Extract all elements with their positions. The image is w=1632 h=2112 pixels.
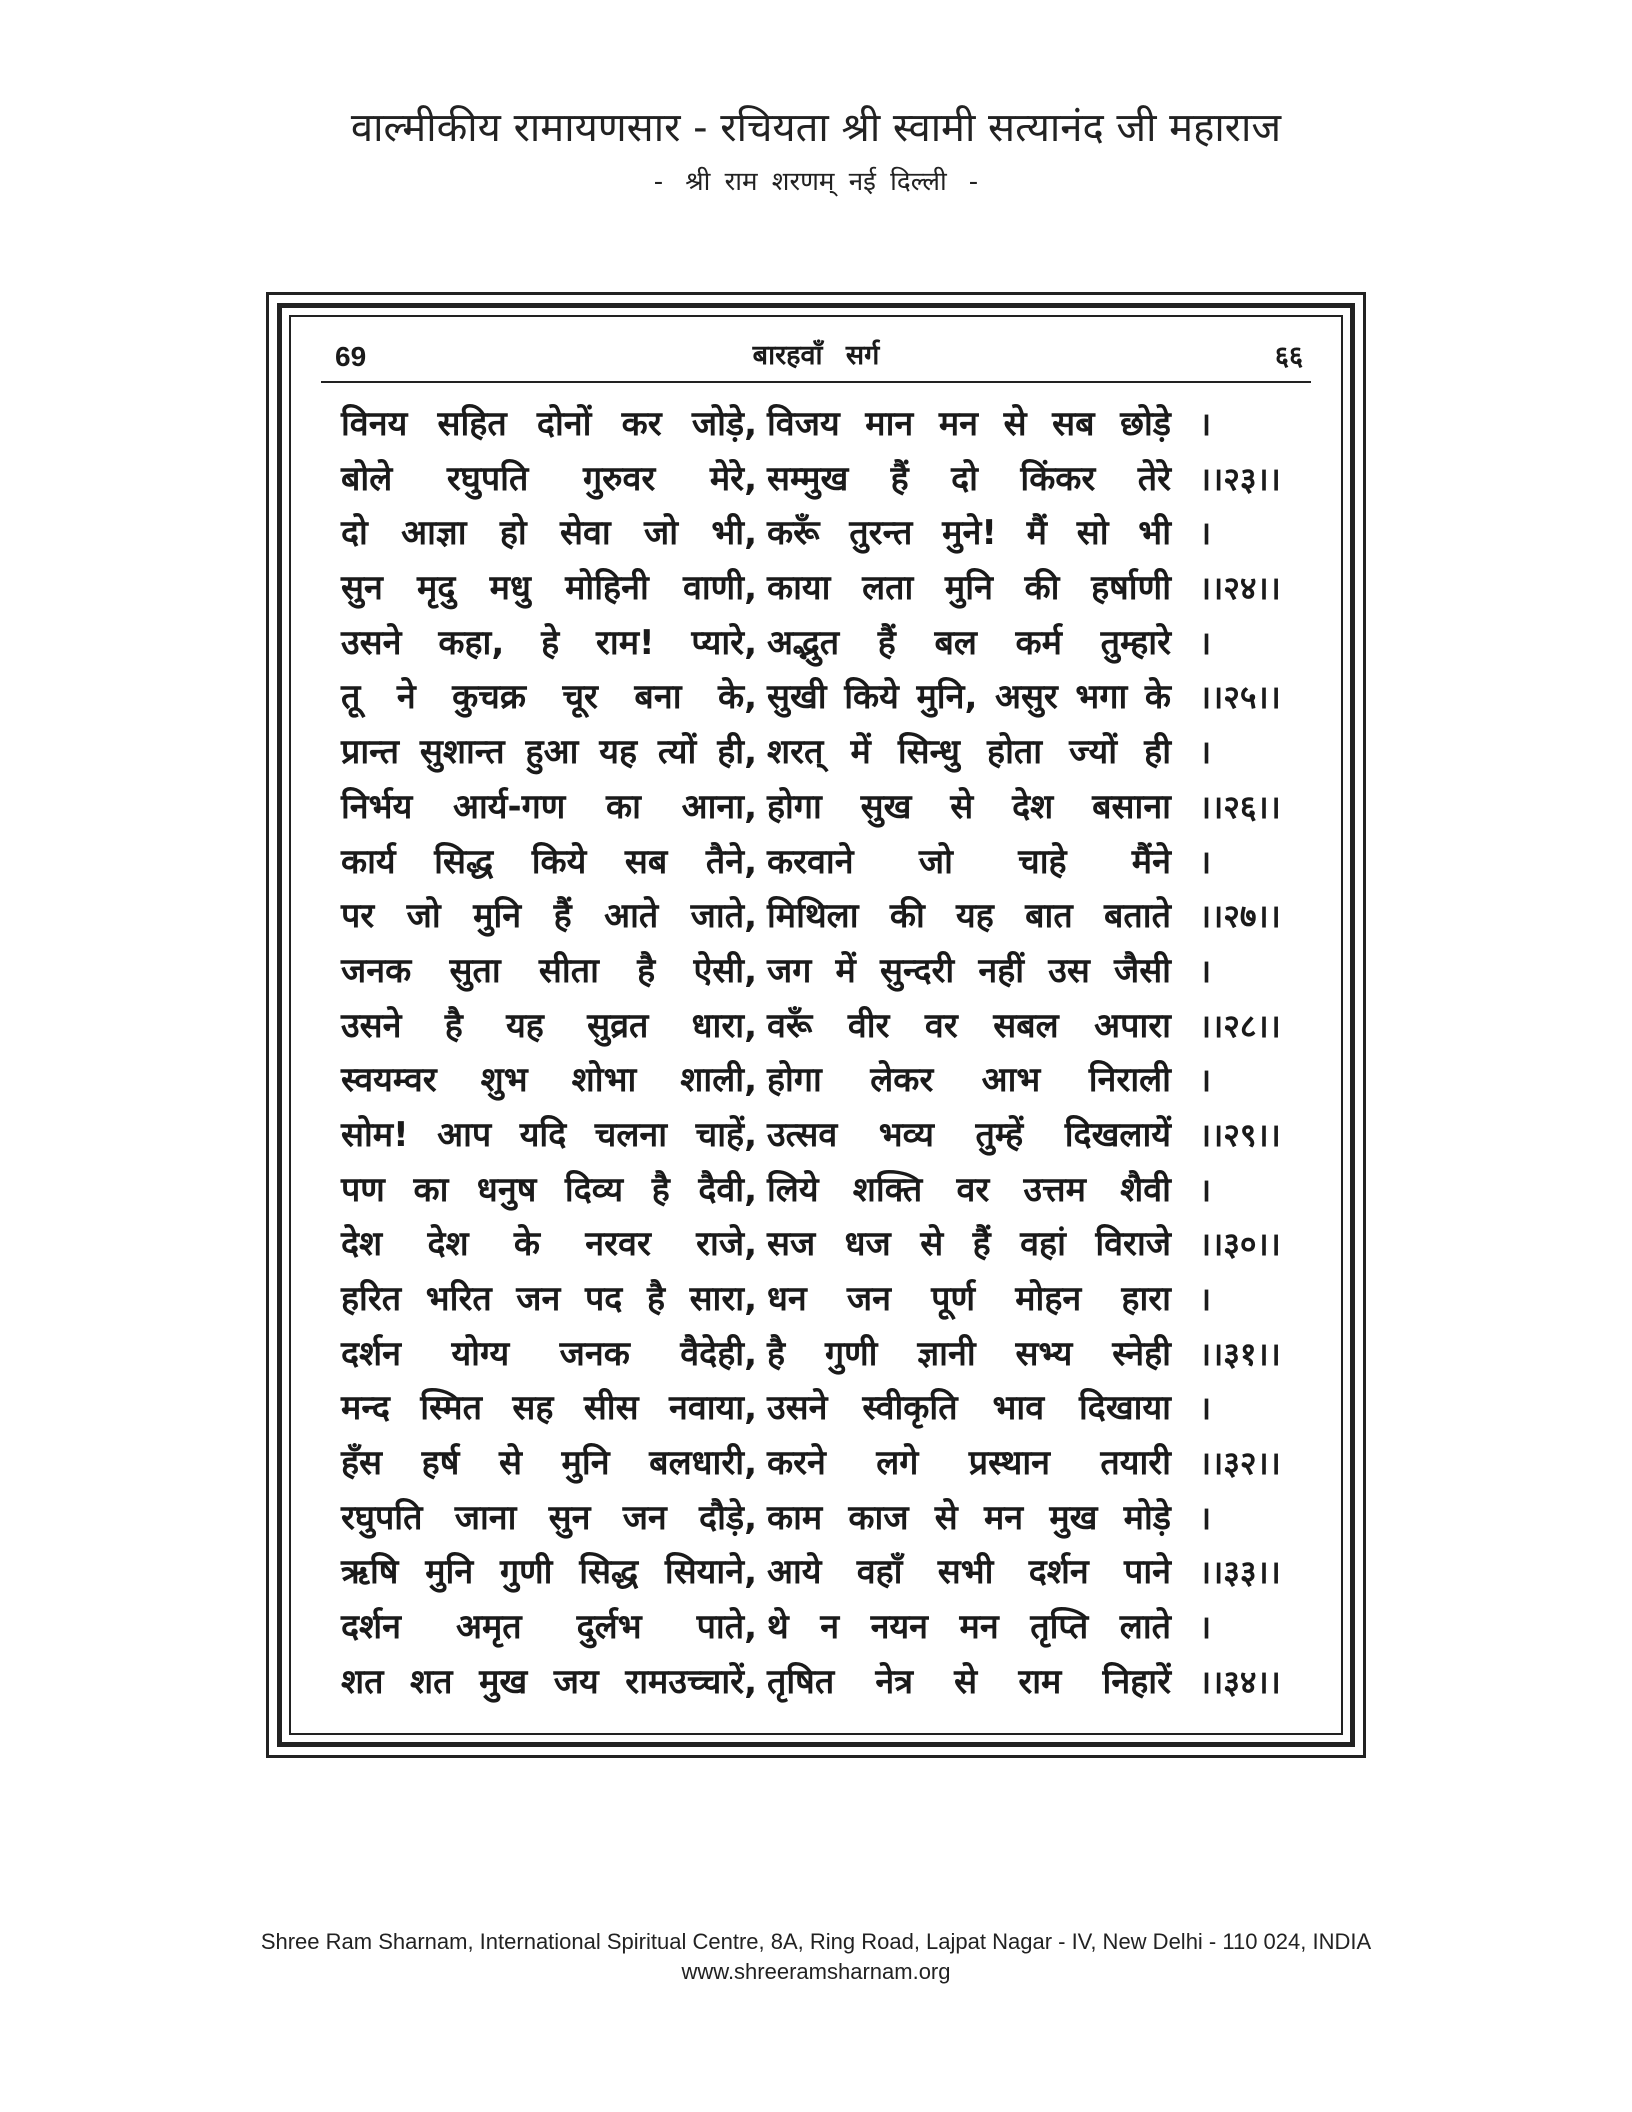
verse-second-half: है गुणी ज्ञानी सभ्य स्नेही — [767, 1333, 1171, 1374]
page-frame — [266, 292, 1366, 1758]
verse-number-mark: ।।२७।। — [1199, 897, 1281, 936]
verse-first-half: विनय सहित दोनों कर जोड़े, — [341, 404, 757, 444]
document-subtitle — [0, 162, 1632, 202]
verse-second-half: होगा लेकर आभ निराली — [767, 1060, 1171, 1101]
verse-row — [341, 1163, 1341, 1218]
verse-number-mark: । — [1199, 1061, 1212, 1100]
verse-first-half: जनक सुता सीता है ऐसी, — [341, 950, 757, 991]
verse-row — [341, 780, 1341, 835]
verse-first-half: तू ने कुचक्र चूर बना के, — [341, 677, 757, 718]
verse-row — [341, 1436, 1341, 1491]
verse-row — [341, 670, 1341, 725]
verse-second-half: सज धज से हैं वहां विराजे — [767, 1224, 1171, 1265]
verse-first-half: देश देश के नरवर राजे, — [341, 1224, 757, 1265]
verse-number-mark: । — [1199, 951, 1212, 990]
verse-row — [341, 506, 1341, 561]
verse-second-half: करूँ तुरन्त मुने! मैं सो भी — [767, 513, 1171, 554]
verse-second-half: उत्सव भव्य तुम्हें दिखलायें — [767, 1114, 1171, 1155]
verse-second-half: अद्भुत हैं बल कर्म तुम्हारे — [767, 622, 1171, 663]
verse-number-mark: ।।३०।। — [1199, 1225, 1281, 1264]
verse-second-half: तृषित नेत्र से राम निहारें — [767, 1661, 1171, 1702]
verse-second-half: करने लगे प्रस्थान तयारी — [767, 1443, 1171, 1484]
verse-row — [341, 889, 1341, 944]
verse-number-mark: । — [1199, 733, 1212, 772]
verse-row — [341, 1108, 1341, 1163]
verse-first-half: निर्भय आर्य-गण का आना, — [341, 786, 757, 827]
subtitle-dash-right: - — [968, 167, 979, 197]
verse-row — [341, 1272, 1341, 1327]
verse-row — [341, 1217, 1341, 1272]
verse-second-half: करवाने जो चाहे मैंने — [767, 841, 1171, 882]
verse-row — [341, 999, 1341, 1054]
verse-row — [341, 1327, 1341, 1382]
chapter-title: बारहवाँ सर्ग — [752, 340, 880, 371]
verse-number-mark: ।।२८।। — [1199, 1006, 1281, 1045]
verse-first-half: मन्द स्मित सह सीस नवाया, — [341, 1388, 757, 1429]
verse-second-half: मिथिला की यह बात बताते — [767, 896, 1171, 937]
verse-second-half: काया लता मुनि की हर्षाणी — [767, 568, 1171, 609]
verse-number-mark: ।।२४।। — [1199, 569, 1281, 608]
verse-row — [341, 397, 1341, 452]
verse-first-half: प्रान्त सुशान्त हुआ यह त्यों ही, — [341, 732, 757, 773]
verse-first-half: बोले रघुपति गुरुवर मेरे, — [341, 458, 757, 499]
footer-address: Shree Ram Sharnam, International Spiritual Centre, 8A, Ring Road, Lajpat Nagar - IV, New Delhi - 110 024, INDIA — [260, 1929, 1372, 1954]
verse-second-half: धन जन पूर्ण मोहन हारा — [767, 1279, 1171, 1319]
verse-first-half: शत शत मुख जय रामउच्चारें, — [341, 1661, 757, 1702]
verse-first-half: उसने कहा, हे राम! प्यारे, — [341, 622, 757, 663]
verse-second-half: लिये शक्ति वर उत्तम शैवी — [767, 1169, 1171, 1210]
verse-second-half: विजय मान मन से सब छोड़े — [767, 404, 1171, 444]
verse-row — [341, 1491, 1341, 1546]
verse-number-mark: । — [1199, 1389, 1212, 1428]
verse-number-mark: । — [1199, 405, 1212, 443]
verse-number-mark: ।।२३।। — [1199, 459, 1281, 498]
verse-row — [341, 1600, 1341, 1655]
verse-row — [341, 725, 1341, 780]
verse-first-half: रघुपति जाना सुन जन दौड़े, — [341, 1497, 757, 1538]
verse-first-half: सुन मृदु मधु मोहिनी वाणी, — [341, 568, 757, 609]
verse-number-mark: ।।३१।। — [1199, 1334, 1281, 1373]
verse-row — [341, 835, 1341, 890]
verse-row — [341, 561, 1341, 616]
verse-second-half: सम्मुख हैं दो किंकर तेरे — [767, 458, 1171, 499]
verse-number-mark: ।।२५।। — [1199, 678, 1281, 717]
page-frame-content — [289, 315, 1343, 1735]
verse-first-half: दर्शन अमृत दुर्लभ पाते, — [341, 1607, 757, 1648]
verse-first-half: पर जो मुनि हैं आते जाते, — [341, 896, 757, 937]
verse-second-half: जग में सुन्दरी नहीं उस जैसी — [767, 950, 1171, 991]
verse-second-half: सुखी किये मुनि, असुर भगा के — [767, 677, 1171, 718]
page-number-devanagari: ६६ — [1274, 341, 1303, 372]
footer-website: www.shreeramsharnam.org — [681, 1959, 951, 1984]
verse-first-half: हरित भरित जन पद है सारा, — [341, 1279, 757, 1319]
page-header-bar — [321, 337, 1311, 383]
verse-number-mark: । — [1199, 1170, 1212, 1209]
subtitle-dash-left: - — [653, 167, 664, 197]
verse-number-mark: । — [1199, 1608, 1212, 1647]
verse-number-mark: ।।३४।। — [1199, 1662, 1281, 1701]
verse-row — [341, 944, 1341, 999]
verse-row — [341, 616, 1341, 671]
verse-row — [341, 1053, 1341, 1108]
verse-first-half: स्वयम्वर शुभ शोभा शाली, — [341, 1060, 757, 1101]
verse-number-mark: । — [1199, 1280, 1212, 1318]
subtitle-text: श्री राम शरणम् नई दिल्ली — [685, 167, 947, 197]
verse-number-mark: ।।३२।। — [1199, 1444, 1281, 1483]
verse-number-mark: । — [1199, 842, 1212, 881]
verse-row — [341, 1545, 1341, 1600]
verse-second-half: उसने स्वीकृति भाव दिखाया — [767, 1388, 1171, 1429]
verse-row — [341, 1655, 1341, 1710]
verse-row — [341, 1381, 1341, 1436]
verse-second-half: होगा सुख से देश बसाना — [767, 786, 1171, 827]
verse-first-half: पण का धनुष दिव्य है दैवी, — [341, 1169, 757, 1210]
verse-number-mark: । — [1199, 623, 1212, 662]
verse-list — [341, 397, 1341, 1710]
verse-second-half: थे न नयन मन तृप्ति लाते — [767, 1607, 1171, 1648]
verse-number-mark: । — [1199, 514, 1212, 553]
verse-second-half: काम काज से मन मुख मोड़े — [767, 1497, 1171, 1538]
page-number-arabic: 69 — [335, 341, 367, 372]
document-title: वाल्मीकीय रामायणसार - रचियता श्री स्वामी सत्यानंद जी महाराज — [350, 105, 1282, 151]
verse-second-half: वरूँ वीर वर सबल अपारा — [767, 1005, 1171, 1046]
verse-number-mark: । — [1199, 1498, 1212, 1537]
verse-first-half: कार्य सिद्ध किये सब तैने, — [341, 841, 757, 882]
verse-number-mark: ।।२९।। — [1199, 1115, 1281, 1154]
verse-first-half: उसने है यह सुव्रत धारा, — [341, 1005, 757, 1046]
verse-row — [341, 452, 1341, 507]
verse-first-half: सोम! आप यदि चलना चाहें, — [341, 1114, 757, 1155]
verse-first-half: ऋषि मुनि गुणी सिद्ध सियाने, — [341, 1552, 757, 1593]
verse-first-half: दर्शन योग्य जनक वैदेही, — [341, 1333, 757, 1374]
verse-first-half: हँस हर्ष से मुनि बलधारी, — [341, 1443, 757, 1484]
verse-number-mark: ।।३३।। — [1199, 1553, 1281, 1592]
verse-first-half: दो आज्ञा हो सेवा जो भी, — [341, 513, 757, 554]
page-frame-inner-border — [277, 303, 1355, 1747]
verse-second-half: शरत् में सिन्धु होता ज्यों ही — [767, 732, 1171, 773]
verse-second-half: आये वहाँ सभी दर्शन पाने — [767, 1552, 1171, 1593]
verse-number-mark: ।।२६।। — [1199, 787, 1281, 826]
